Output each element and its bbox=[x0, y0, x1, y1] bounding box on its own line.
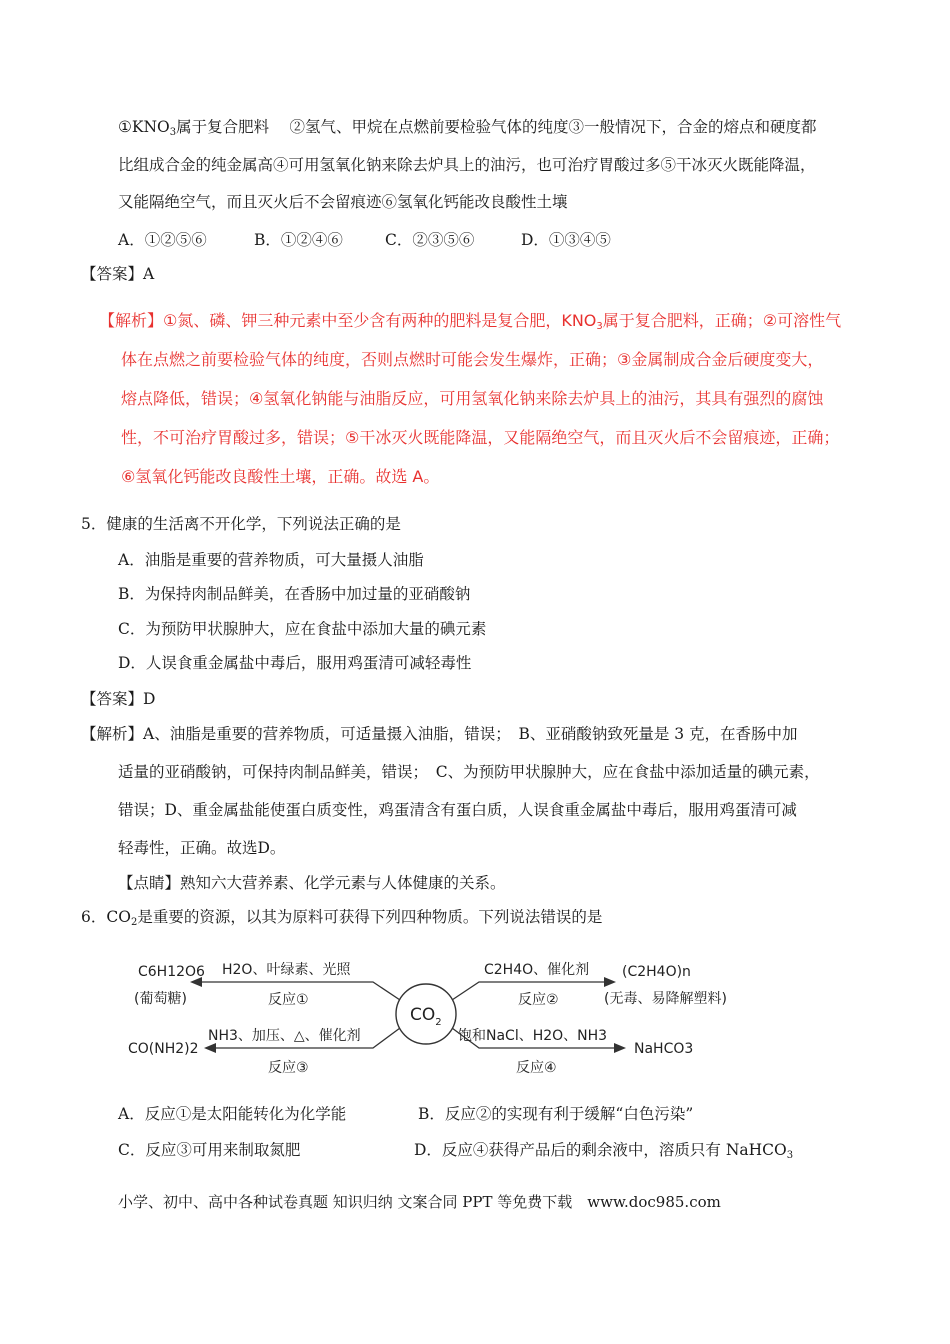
reaction-2-conditions: C2H4O、催化剂 bbox=[484, 962, 590, 978]
q6-option-a: A．反应①是太阳能转化为化学能 bbox=[118, 1105, 347, 1123]
plastic-name: (无毒、易降解塑料) bbox=[604, 991, 727, 1007]
q5-answer: 【答案】D bbox=[81, 690, 156, 708]
q5-analysis-line-4: 轻毒性，正确。故选D。 bbox=[118, 839, 286, 857]
q6-option-c: C．反应③可用来制取氮肥 bbox=[118, 1141, 301, 1159]
q4-option-c: C．②③⑤⑥ bbox=[385, 231, 475, 249]
q4-statement-line-2: 比组成合金的纯金属高④可用氢氧化钠来除去炉具上的油污，也可治疗胃酸过多⑤干冰灭火既能降温， bbox=[118, 156, 816, 174]
reaction-3-arrowhead bbox=[204, 1043, 216, 1053]
q4-option-a: A．①②⑤⑥ bbox=[118, 231, 207, 249]
reaction-4-label: 反应④ bbox=[516, 1060, 557, 1076]
q4-analysis-line-4: 性，不可治疗胃酸过多，错误；⑤干冰灭火既能降温，又能隔绝空气，而且灭火后不会留痕迹，正确； bbox=[121, 428, 840, 447]
reaction-1-conditions: H2O、叶绿素、光照 bbox=[222, 962, 351, 978]
q6-stem: 6．$CO_2$是重要的资源，以其为原料可获得下列四种物质。下列说法错误的是 bbox=[81, 908, 603, 928]
glucose-formula: C6H12O6 bbox=[138, 964, 205, 980]
reaction-2-label: 反应② bbox=[518, 992, 559, 1008]
reaction-4-conditions: 饱和NaCl、H2O、NH3 bbox=[458, 1028, 608, 1044]
q4-option-b: B．①②④⑥ bbox=[254, 231, 343, 249]
co2-label: $CO_2$ bbox=[410, 1005, 442, 1028]
reaction-3-label: 反应③ bbox=[268, 1060, 309, 1076]
q4-analysis-line-1: 【解析】①氮、磷、钾三种元素中至少含有两种的肥料是复合肥，$KNO_3$属于复合肥料，正确；②可溶性气 bbox=[99, 311, 842, 332]
q5-tip: 【点睛】熟知六大营养素、化学元素与人体健康的关系。 bbox=[118, 874, 506, 892]
urea-formula: CO(NH2)2 bbox=[128, 1041, 199, 1057]
q4-answer: 【答案】A bbox=[81, 265, 155, 283]
reaction-3-conditions: NH3、加压、△、催化剂 bbox=[208, 1028, 361, 1044]
q5-option-b: B．为保持肉制品鲜美，在香肠中加过量的亚硝酸钠 bbox=[118, 585, 471, 603]
q4-statement-line-3: 又能隔绝空气，而且灭火后不会留痕迹⑥氢氧化钙能改良酸性土壤 bbox=[118, 193, 568, 211]
sodium-bicarbonate-formula: NaHCO3 bbox=[634, 1041, 694, 1057]
reaction-2-arrowhead bbox=[604, 977, 616, 987]
q5-stem: 5．健康的生活离不开化学，下列说法正确的是 bbox=[81, 515, 401, 533]
q4-analysis-line-3: 熔点降低，错误；④氢氧化钠能与油脂反应，可用氢氧化钠来除去炉具上的油污，其具有强烈的腐蚀 bbox=[121, 389, 824, 408]
q4-analysis-line-2: 体在点燃之前要检验气体的纯度，否则点燃时可能会发生爆炸，正确；③金属制成合金后硬度变大， bbox=[121, 350, 824, 369]
q5-analysis-line-2: 适量的亚硝酸钠，可保持肉制品鲜美，错误； C、为预防甲状腺肿大，应在食盐中添加适量的碘元素， bbox=[118, 763, 820, 781]
q4-statement-line-1: $①KNO_3$属于复合肥料 ②氢气、甲烷在点燃前要检验气体的纯度③一般情况下，合金的熔点和硬度都 bbox=[118, 118, 817, 138]
q6-option-b: B．反应②的实现有利于缓解“白色污染” bbox=[418, 1105, 694, 1123]
q4-analysis-line-5: ⑥氢氧化钙能改良酸性土壤，正确。故选 A。 bbox=[121, 467, 440, 486]
reaction-4-arrowhead bbox=[614, 1043, 626, 1053]
reaction-1-label: 反应① bbox=[268, 992, 309, 1008]
q4-option-d: D．①③④⑤ bbox=[521, 231, 611, 249]
page-footer: 小学、初中、高中各种试卷真题 知识归纳 文案合同 PPT 等免费下载 www.doc985.com bbox=[118, 1193, 721, 1211]
co2-reaction-diagram bbox=[128, 948, 728, 1083]
q5-analysis-line-1: 【解析】A、油脂是重要的营养物质，可适量摄入油脂，错误； B、亚硝酸钠致死量是 3 克，在香肠中加 bbox=[81, 725, 798, 743]
plastic-formula: (C2H4O)n bbox=[622, 964, 691, 980]
q5-analysis-line-3: 错误；D、重金属盐能使蛋白质变性，鸡蛋清含有蛋白质，人误食重金属盐中毒后，服用鸡蛋清可减 bbox=[118, 801, 797, 819]
glucose-name: (葡萄糖) bbox=[134, 991, 187, 1007]
q5-option-d: D．人误食重金属盐中毒后，服用鸡蛋清可减轻毒性 bbox=[118, 654, 472, 672]
q5-option-c: C．为预防甲状腺肿大，应在食盐中添加大量的碘元素 bbox=[118, 620, 487, 638]
q5-option-a: A．油脂是重要的营养物质，可大量摄人油脂 bbox=[118, 551, 424, 569]
q6-option-d: D．反应④获得产品后的剩余液中，溶质只有 NaHCO$_3$ bbox=[414, 1141, 794, 1161]
